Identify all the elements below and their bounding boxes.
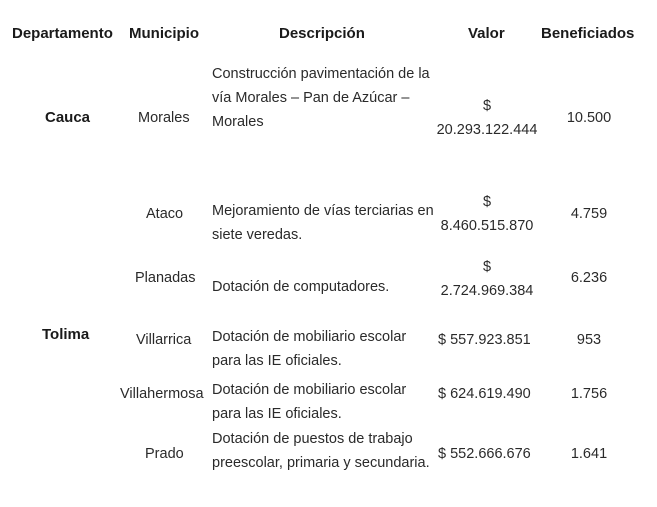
table-row-valor-symbol: $ xyxy=(482,259,492,275)
header-descripcion: Descripción xyxy=(279,25,365,42)
table-row-descripcion: Dotación de puestos de trabajo preescolar, primaria y secundaria. xyxy=(212,431,430,471)
table-row-beneficiados: 4.759 xyxy=(570,206,608,222)
table-row-municipio: Villahermosa xyxy=(120,386,204,402)
header-valor: Valor xyxy=(468,25,505,42)
header-beneficiados: Beneficiados xyxy=(541,25,635,42)
table-row-valor: $ 552.666.676 xyxy=(438,446,531,462)
table-row-descripcion: Mejoramiento de vías terciarias en siete veredas. xyxy=(212,203,434,243)
table-row-beneficiados: 1.641 xyxy=(570,446,608,462)
table-row-valor: 20.293.122.444 xyxy=(436,122,538,138)
table-row-descripcion: Construcción pavimentación de la vía Morales – Pan de Azúcar – Morales xyxy=(212,66,430,130)
table-row-descripcion: Dotación de computadores. xyxy=(212,279,390,295)
table-row-valor-symbol: $ xyxy=(482,194,492,210)
table-row-descripcion: Dotación de mobiliario escolar para las IE oficiales. xyxy=(212,382,407,422)
table-row-beneficiados: 6.236 xyxy=(570,270,608,286)
table-row-valor: $ 624.619.490 xyxy=(438,386,531,402)
table-row-municipio: Villarrica xyxy=(136,332,192,348)
header-departamento: Departamento xyxy=(12,25,113,42)
table-row-valor-symbol: $ xyxy=(482,98,492,114)
table-row-beneficiados: 10.500 xyxy=(566,110,612,126)
table-row-municipio: Prado xyxy=(145,446,184,462)
table-row-valor: 2.724.969.384 xyxy=(440,283,534,299)
table-row-municipio: Planadas xyxy=(135,270,196,286)
table-row-municipio: Ataco xyxy=(146,206,184,222)
table-row-beneficiados: 953 xyxy=(576,332,602,348)
department-cauca: Cauca xyxy=(45,109,91,126)
table-row-valor: $ 557.923.851 xyxy=(438,332,531,348)
table-row-municipio: Morales xyxy=(138,110,190,126)
table-row-valor: 8.460.515.870 xyxy=(440,218,534,234)
table-row-beneficiados: 1.756 xyxy=(570,386,608,402)
table-row-descripcion: Dotación de mobiliario escolar para las IE oficiales. xyxy=(212,329,407,369)
header-municipio: Municipio xyxy=(129,25,199,42)
department-tolima: Tolima xyxy=(42,326,90,343)
